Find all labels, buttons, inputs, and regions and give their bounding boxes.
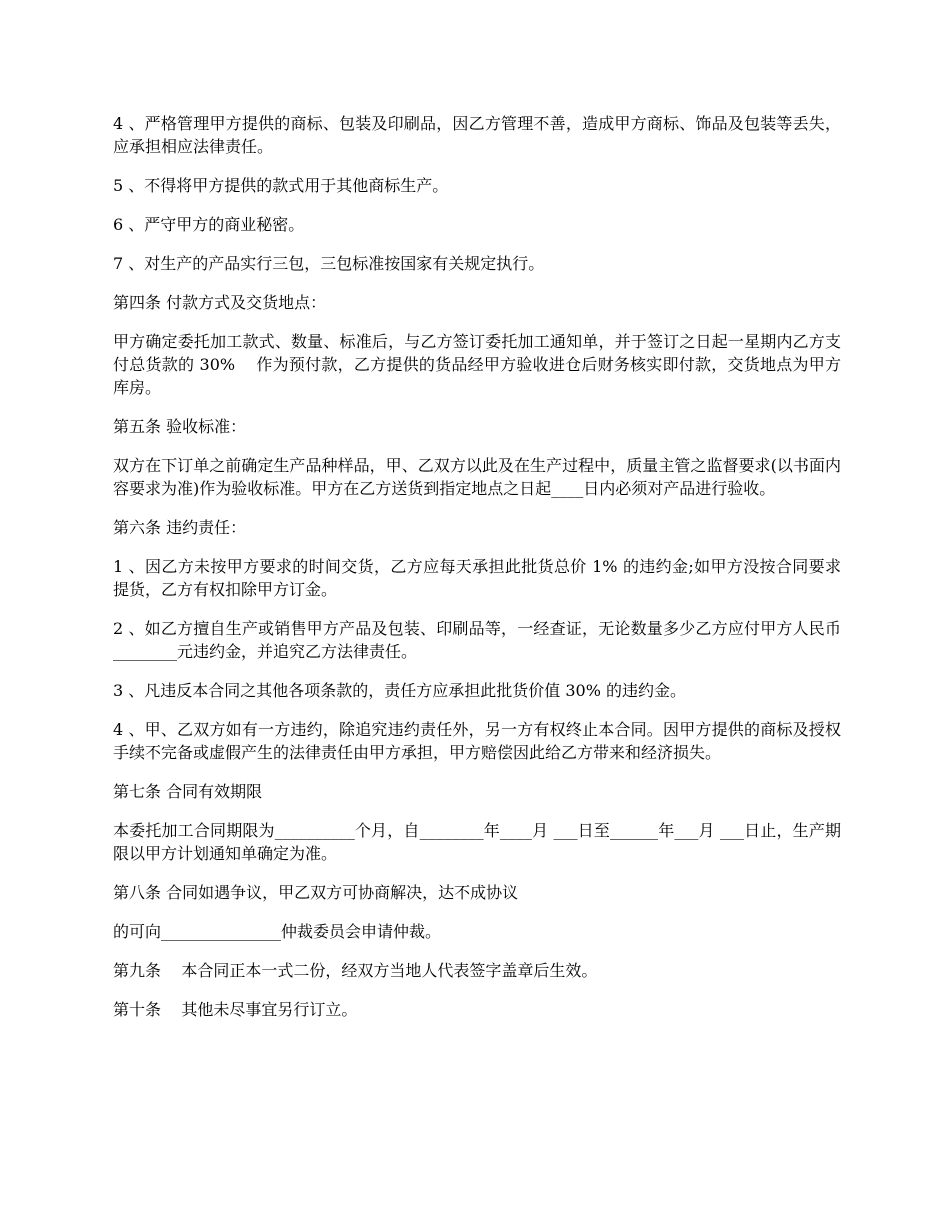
article-7-body: 本委托加工合同期限为__________个月，自________年____月 ___日至______年___月 ___日止，生产期限以甲方计划通知单确定为准。 (113, 821, 841, 863)
clause-item-5: 5 、不得将甲方提供的款式用于其他商标生产。 (113, 176, 449, 195)
article-6-item-3: 3 、凡违反本合同之其他各项条款的，责任方应承担此批货价值 30% 的违约金。 (113, 681, 687, 700)
clause-item-6: 6 、严守甲方的商业秘密。 (113, 215, 305, 234)
article-8-heading: 第八条 合同如遇争议，甲乙双方可协商解决，达不成协议 (113, 883, 519, 902)
clause-item-4: 4 、严格管理甲方提供的商标、包装及印刷品，因乙方管理不善，造成甲方商标、饰品及包装等丢失，应承担相应法律责任。 (113, 114, 841, 156)
article-8-body: 的可向_______________仲裁委员会申请仲裁。 (113, 922, 442, 941)
clause-item-7: 7 、对生产的产品实行三包，三包标准按国家有关规定执行。 (113, 254, 545, 273)
article-6-item-2: 2 、如乙方擅自生产或销售甲方产品及包装、印刷品等，一经查证，无论数量多少乙方应付甲方人民币________元违约金，并追究乙方法律责任。 (113, 619, 841, 661)
article-4-body: 甲方确定委托加工款式、数量、标准后，与乙方签订委托加工通知单，并于签订之日起一星期内乙方支付总货款的 30% 作为预付款，乙方提供的货品经甲方验收进仓后财务核实即付款，交货地点为甲方库房。 (113, 332, 841, 397)
article-9: 第九条 本合同正本一式二份，经双方当地人代表签字盖章后生效。 (113, 961, 598, 980)
document-page (113, 112, 841, 1037)
article-6-heading: 第六条 违约责任： (113, 518, 247, 537)
article-6-item-4: 4 、甲、乙双方如有一方违约，除追究违约责任外，另一方有权终止本合同。因甲方提供的商标及授权手续不完备或虚假产生的法律责任由甲方承担，甲方赔偿因此给乙方带来和经济损失。 (113, 720, 841, 762)
article-7-heading: 第七条 合同有效期限 (113, 782, 263, 801)
article-6-item-1: 1 、因乙方未按甲方要求的时间交货，乙方应每天承担此批货总价 1% 的违约金;如甲方没按合同要求提货，乙方有权扣除甲方订金。 (113, 557, 841, 599)
article-10: 第十条 其他未尽事宜另行订立。 (113, 1000, 358, 1019)
article-5-heading: 第五条 验收标准： (113, 417, 247, 436)
article-5-body: 双方在下订单之前确定生产品种样品，甲、乙双方以此及在生产过程中，质量主管之监督要求(以书面内容要求为准)作为验收标准。甲方在乙方送货到指定地点之日起____日内必须对产品进行验收。 (113, 456, 841, 498)
article-4-heading: 第四条 付款方式及交货地点： (113, 293, 327, 312)
